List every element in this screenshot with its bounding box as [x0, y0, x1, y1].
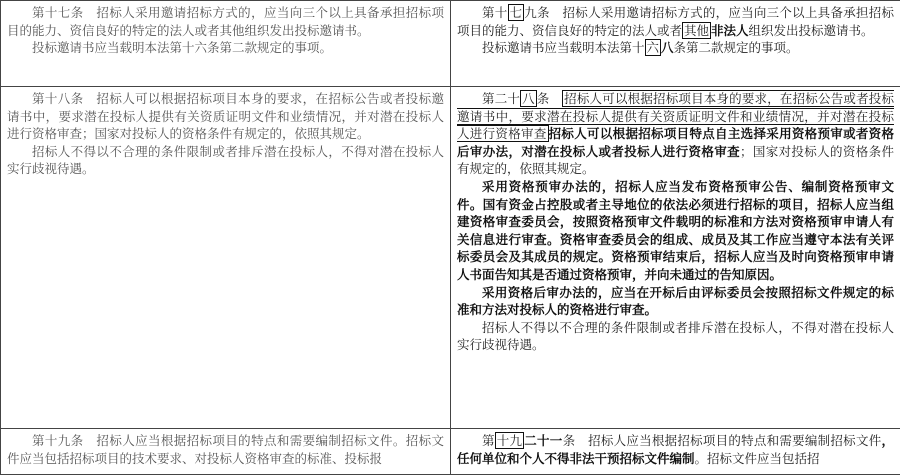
deleted-text-box: 招标人可以根据招标项目本身的要求，在招标公告或者投标邀请书中，要求潜在投标人提供有关资质证明文件和业绩情况，并对潜在投标人进行资格审查 — [457, 90, 894, 142]
text-run: 。招标文件应当包括招 — [695, 451, 820, 466]
original-paragraph: 第十九条 招标人应当根据招标项目的特点和需要编制招标文件。招标文件应当包括招标项目的技术要求、对投标人资格审查的标准、投标报 — [7, 432, 444, 467]
text-run: 条第二款规定的事项。 — [674, 40, 799, 55]
revised-paragraph: 招标人不得以不合理的条件限制或者排斥潜在投标人，不得对潜在投标人实行歧视待遇。 — [457, 319, 894, 354]
text-run: ；国家对投标人的资格条件有规定的，依照其规定。 — [457, 144, 894, 177]
deleted-text-box: 六 — [645, 39, 662, 56]
text-run: 九条 招标人采用邀请招标方式的，应当向三个以上具备承担招标项目的能力、资信良好的特定的法人或者 — [457, 5, 894, 38]
table-row — [1, 87, 900, 429]
table-row — [1, 429, 900, 475]
original-paragraph: 第十八条 招标人可以根据招标项目本身的要求，在招标公告或者投标邀请书中，要求潜在投标人提供有关资质证明文件和业绩情况，并对潜在投标人进行资格审查；国家对投标人的资格条件有规定的，依照其规定。 — [7, 90, 444, 143]
text-run: 第二十 — [482, 91, 520, 106]
inserted-paragraph: 采用资格后审办法的，应当在开标后由评标委员会按照招标文件规定的标准和方法对投标人的资格进行审查。 — [457, 284, 894, 319]
original-text-cell — [1, 1, 451, 87]
deleted-text-box: 七 — [508, 4, 525, 21]
revised-paragraph — [457, 39, 894, 57]
text-run: 第十 — [482, 5, 508, 20]
deleted-text-box: 十九 — [495, 432, 525, 449]
revised-paragraph — [457, 90, 894, 178]
inserted-text: 招标人可以根据招标项目特点自主选择采用资格预审或者资格后审办法，对潜在投标人或者投标人进行资格审查 — [457, 126, 894, 159]
inserted-paragraph: 采用资格预审办法的，招标人应当发布资格预审公告、编制资格预审文件。国有资金占控股或者主导地位的依法必须进行招标的项目，招标人应当组建资格审查委员会，按照资格预审文件载明的标准和方法对资格预审申请人有关信息进行审查。资格审查委员会的组成、成员及其工作应当遵守本法有关评标委员会及其成员的规定。资格预审结束后，招标人应当及时向资格预审申请人书面告知其是否通过资格预审，并向未通过的告知原因。 — [457, 178, 894, 284]
text-run: 第 — [482, 433, 495, 448]
deleted-text-box: 八 — [520, 90, 537, 107]
revised-text-cell — [451, 429, 900, 475]
text-run: 条 招标人应当根据招标项目的特点和需要编制招标文件 — [563, 433, 882, 448]
deleted-text-box: 其他 — [682, 22, 711, 39]
original-text-cell — [1, 87, 451, 429]
original-paragraph: 第十七条 招标人采用邀请招标方式的，应当向三个以上具备承担招标项目的能力、资信良好的特定的法人或者其他组织发出投标邀请书。 — [7, 4, 444, 39]
text-run: 组织发出投标邀请书。 — [749, 23, 874, 38]
revised-paragraph — [457, 4, 894, 39]
table-row — [1, 1, 900, 87]
text-run: 条 — [537, 91, 562, 106]
revised-text-cell — [451, 87, 900, 429]
inserted-text: 八 — [661, 40, 674, 55]
original-paragraph: 投标邀请书应当载明本法第十六条第二款规定的事项。 — [7, 39, 444, 57]
inserted-text: 非法人 — [711, 23, 749, 38]
inserted-text: 二十一 — [524, 433, 562, 448]
original-text-cell — [1, 429, 451, 475]
text-run: 投标邀请书应当载明本法第十 — [482, 40, 645, 55]
inserted-text: ，任何单位和个人不得非法干预招标文件编制 — [457, 433, 894, 466]
revised-text-cell — [451, 1, 900, 87]
original-paragraph: 招标人不得以不合理的条件限制或者排斥潜在投标人，不得对潜在投标人实行歧视待遇。 — [7, 143, 444, 178]
